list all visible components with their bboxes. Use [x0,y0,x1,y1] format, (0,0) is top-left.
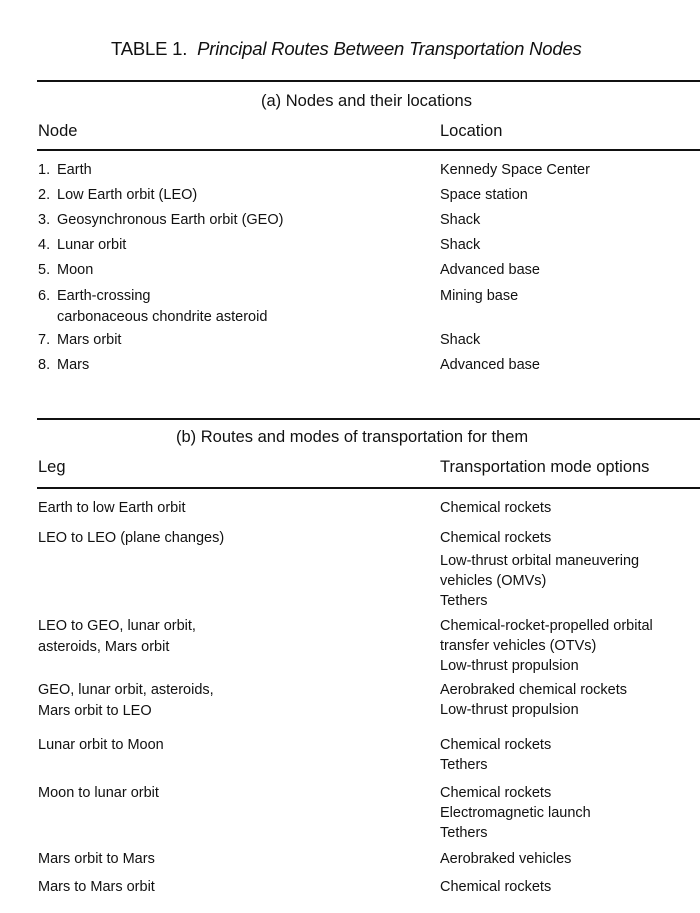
node-name: Lunar orbit [57,237,127,253]
mode-cell: Chemical rockets [440,500,552,516]
location-cell: Advanced base [440,357,540,373]
mode-cell: vehicles (OMVs) [440,573,547,589]
leg-cell: LEO to GEO, lunar orbit, [38,618,196,634]
leg-cell: Earth to low Earth orbit [38,500,186,516]
location-cell: Kennedy Space Center [440,162,590,178]
section-b-caption: (b) Routes and modes of transportation for them [176,428,529,446]
mode-cell: Low-thrust orbital maneuvering [440,553,640,569]
location-cell: Advanced base [440,262,540,278]
node-name: Earth [57,162,92,178]
header-modes: Transportation mode options [440,458,650,476]
node-cell [38,260,93,280]
node-cell [38,160,92,180]
mode-cell: Chemical rockets [440,785,552,801]
top-rule [37,80,700,82]
leg-cell: Mars orbit to Mars [38,851,155,867]
node-name: Mars orbit [57,332,122,348]
node-number: 2. [38,187,51,203]
mode-cell: Tethers [440,825,488,841]
mode-cell: Electromagnetic launch [440,805,591,821]
leg-cell: Mars to Mars orbit [38,879,155,895]
section-b-rule [37,418,700,420]
table-number: TABLE 1. [111,38,188,59]
mode-cell: Chemical rockets [440,879,552,895]
node-number: 8. [38,357,51,373]
node-number: 5. [38,262,51,278]
node-cell [38,235,126,255]
node-number: 4. [38,237,51,253]
node-number: 7. [38,332,51,348]
leg-cell: LEO to LEO (plane changes) [38,530,225,546]
leg-cell: asteroids, Mars orbit [38,639,170,655]
header-rule-b [37,487,700,489]
node-name-continued: carbonaceous chondrite asteroid [57,309,268,325]
mode-cell: Chemical-rocket-propelled orbital [440,618,653,634]
leg-cell: Lunar orbit to Moon [38,737,164,753]
node-name: Low Earth orbit (LEO) [57,187,198,203]
location-cell: Shack [440,212,481,228]
node-cell [38,210,283,230]
node-cell [38,330,121,350]
header-node: Node [38,122,78,140]
node-name: Mars [57,357,90,373]
mode-cell: transfer vehicles (OTVs) [440,638,597,654]
location-cell: Mining base [440,288,519,304]
leg-cell: GEO, lunar orbit, asteroids, [38,682,214,698]
header-leg: Leg [38,458,66,476]
leg-cell: Moon to lunar orbit [38,785,159,801]
leg-cell: Mars orbit to LEO [38,703,152,719]
mode-cell: Tethers [440,593,488,609]
node-number: 3. [38,212,51,228]
node-number: 6. [38,288,51,304]
mode-cell: Tethers [440,757,488,773]
mode-cell: Aerobraked chemical rockets [440,682,627,698]
mode-cell: Low-thrust propulsion [440,658,579,674]
mode-cell: Chemical rockets [440,737,552,753]
node-cell [38,355,89,375]
location-cell: Shack [440,332,481,348]
location-cell: Shack [440,237,481,253]
node-cell [38,185,197,205]
table-title [111,38,582,60]
node-name: Moon [57,262,94,278]
table-caption: Principal Routes Between Transportation Nodes [197,38,582,59]
header-location: Location [440,122,503,140]
node-number: 1. [38,162,51,178]
node-name: Earth-crossing [57,288,151,304]
mode-cell: Low-thrust propulsion [440,702,579,718]
node-name: Geosynchronous Earth orbit (GEO) [57,212,284,228]
mode-cell: Chemical rockets [440,530,552,546]
mode-cell: Aerobraked vehicles [440,851,572,867]
section-a-caption: (a) Nodes and their locations [261,92,472,110]
location-cell: Space station [440,187,528,203]
header-rule-a [37,149,700,151]
node-cell [38,286,150,306]
